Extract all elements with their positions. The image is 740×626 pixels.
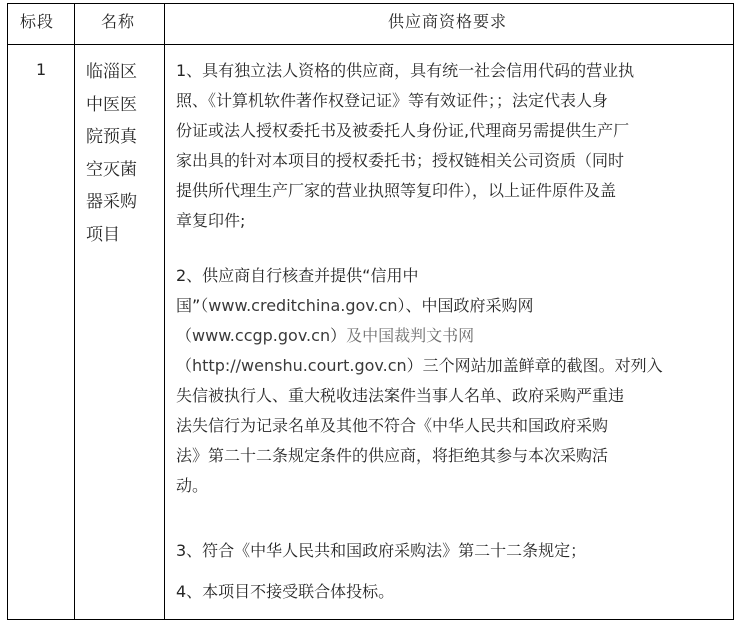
creditchina-url: www.creditchina.gov.cn: [208, 296, 398, 315]
project-name-line: 中医医: [86, 94, 137, 115]
column-divider-2: [164, 3, 165, 620]
ccgp-url: www.ccgp.gov.cn: [192, 326, 331, 345]
text-fragment: 国”（: [176, 296, 209, 315]
header-requirements: 供应商资格要求: [388, 12, 508, 31]
text-fragment: 及中国裁判文书网: [346, 326, 475, 345]
project-name-line: 临淄区: [86, 62, 137, 82]
requirement-2-line: 动。: [176, 476, 209, 495]
requirement-1-line: 家出具的针对本项目的授权委托书；授权链相关公司资质（同时: [176, 151, 625, 170]
requirement-4-line: 4、本项目不接受联合体投标。: [176, 582, 395, 601]
requirement-2-line: [176, 321, 728, 351]
project-name-line: 院预真: [86, 127, 137, 147]
requirement-1-line: 章复印件;: [176, 211, 246, 230]
table-border-left: [7, 3, 8, 620]
text-fragment: ）: [330, 326, 347, 345]
project-name-line: 器采购: [86, 192, 137, 212]
requirement-2-line: [176, 291, 728, 321]
requirement-2-line: 法》第二十二条规定条件的供应商，将拒绝其参与本次采购活: [176, 446, 609, 465]
header-index: 标段: [20, 12, 55, 31]
requirement-2-line: [176, 351, 728, 381]
requirement-1-line: 照、《计算机软件著作权登记证》等有效证件；；法定代表人身: [176, 91, 609, 110]
requirement-3: [176, 536, 728, 566]
project-name: [86, 56, 158, 251]
project-name-line: 空灭菌: [86, 159, 137, 180]
requirement-2: [176, 261, 728, 501]
text-fragment: （: [176, 356, 193, 375]
table-border-bottom: [7, 619, 734, 620]
requirement-2-line: 失信被执行人、重大税收违法案件当事人名单、政府采购严重违: [176, 386, 625, 405]
table-header-divider: [7, 44, 734, 45]
requirement-1: [176, 56, 728, 236]
requirement-2-line: 2、供应商自行核查并提供“信用中: [176, 266, 419, 285]
project-name-line: 项目: [86, 224, 120, 245]
requirement-1-line: 1、具有独立法人资格的供应商，具有统一社会信用代码的营业执: [176, 61, 635, 80]
wenshu-url: http://wenshu.court.gov.cn: [192, 356, 407, 375]
requirement-4: [176, 577, 728, 607]
text-fragment: ）三个网站加盖鲜章的截图。对列入: [406, 356, 663, 375]
table-border-right: [733, 3, 734, 620]
text-fragment: （: [176, 326, 193, 345]
table-border-top: [7, 3, 734, 4]
requirement-1-line: 份证或法人授权委托书及被委托人身份证,代理商另需提供生产厂: [176, 121, 630, 140]
requirement-2-line: 法失信行为记录名单及其他不符合《中华人民共和国政府采购: [176, 416, 609, 435]
text-fragment: ）、中国政府采购网: [397, 296, 534, 315]
requirement-3-line: 3、符合《中华人民共和国政府采购法》第二十二条规定；: [176, 541, 587, 560]
requirement-1-line: 提供所代理生产厂家的营业执照等复印件），以上证件原件及盖: [176, 181, 617, 200]
header-name: 名称: [101, 12, 136, 31]
column-divider-1: [74, 3, 75, 620]
row-index: 1: [36, 60, 47, 79]
